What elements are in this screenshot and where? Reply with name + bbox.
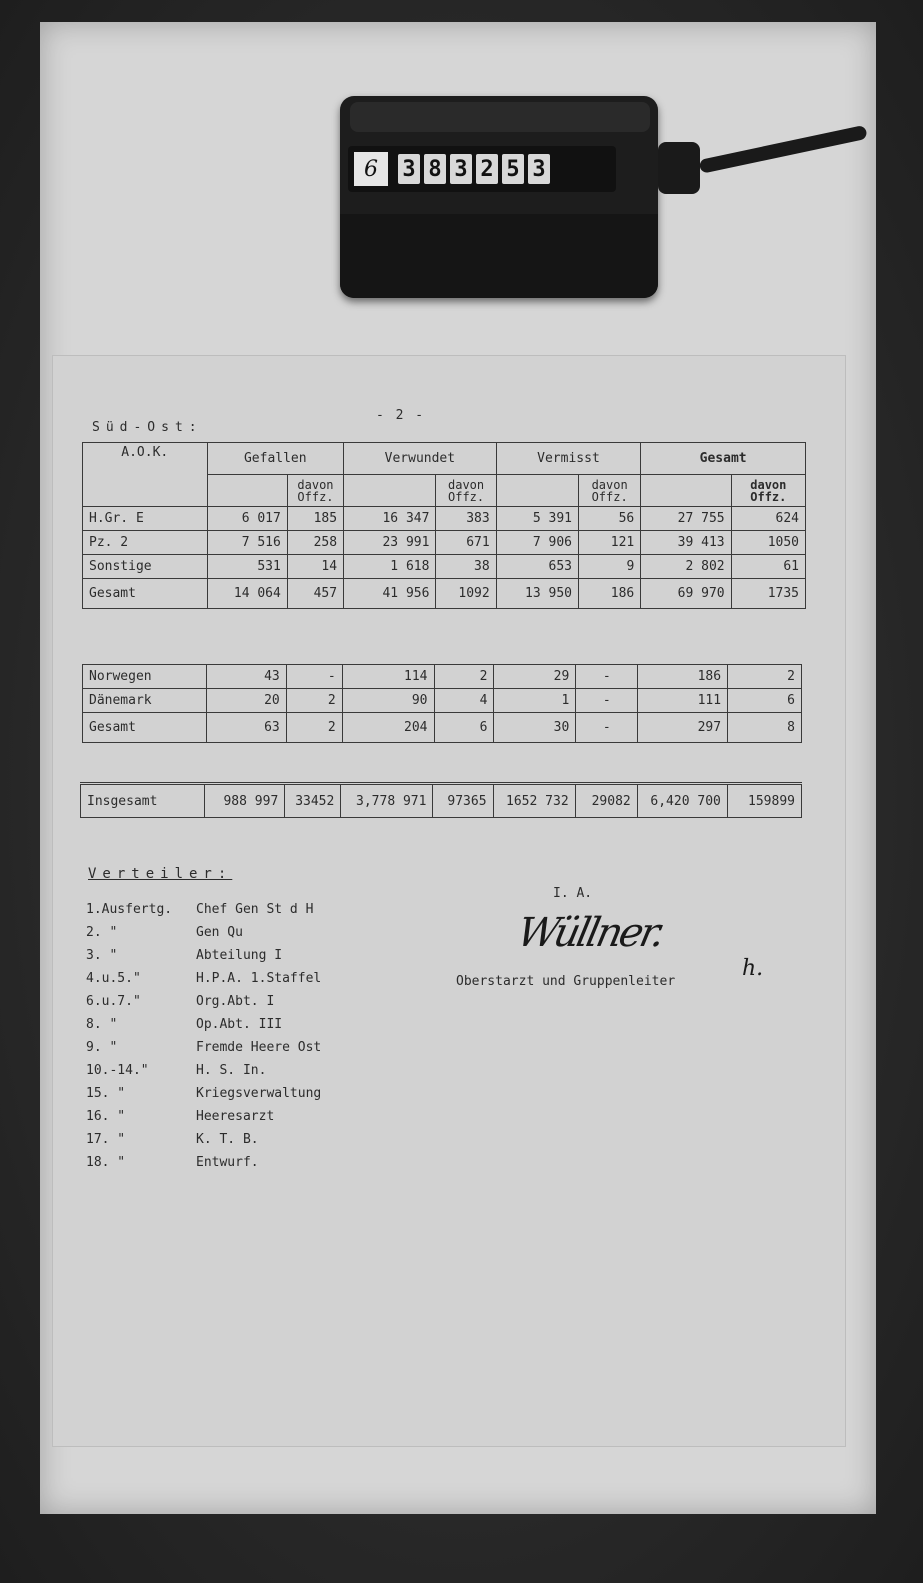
row-label: Pz. 2 — [83, 531, 208, 555]
counter-digit: 3 — [450, 154, 472, 184]
cell: 531 — [207, 555, 287, 579]
cell: 6 017 — [207, 507, 287, 531]
list-item — [86, 948, 282, 963]
list-item — [86, 1155, 259, 1170]
list-item — [86, 1086, 321, 1101]
cell: 29082 — [575, 784, 637, 818]
header-aok: A.O.K. — [83, 443, 208, 507]
cell: 6,420 700 — [637, 784, 727, 818]
item-recipient: Fremde Heere Ost — [196, 1040, 322, 1055]
subheader-davon-offz: davon Offz. — [731, 475, 805, 507]
header-gefallen: Gefallen — [207, 443, 344, 475]
subheader-blank — [496, 475, 578, 507]
grand-total-table — [80, 782, 802, 818]
cell: 29 — [494, 665, 576, 689]
item-recipient: Op.Abt. III — [196, 1017, 283, 1032]
list-item — [86, 994, 274, 1009]
item-recipient: Gen Qu — [196, 925, 243, 940]
header-verwundet: Verwundet — [344, 443, 497, 475]
cell: 204 — [342, 713, 434, 743]
cell: 111 — [638, 689, 728, 713]
item-recipient: Entwurf. — [196, 1155, 259, 1170]
row-label: Norwegen — [83, 665, 207, 689]
cell: 297 — [638, 713, 728, 743]
signatory-title: Oberstarzt und Gruppenleiter — [456, 974, 676, 989]
row-label: Gesamt — [83, 579, 208, 609]
item-number: 15. " — [86, 1086, 126, 1101]
cell: 63 — [206, 713, 286, 743]
item-recipient: Chef Gen St d H — [196, 902, 314, 917]
cell: 2 — [286, 689, 342, 713]
cell: 2 — [434, 665, 494, 689]
header-gesamt: Gesamt — [641, 443, 806, 475]
cell: 1 618 — [344, 555, 436, 579]
counter-connector — [658, 142, 700, 194]
casualty-table-southeast — [82, 442, 806, 609]
handwritten-signature: Wüllner. — [513, 910, 667, 956]
cell: 39 413 — [641, 531, 731, 555]
item-recipient: Org.Abt. I — [196, 994, 275, 1009]
counter-housing-bottom — [340, 214, 658, 298]
table-row — [83, 665, 802, 689]
cell: - — [286, 665, 342, 689]
cell: 14 — [287, 555, 343, 579]
list-item — [86, 1017, 282, 1032]
cell: 8 — [728, 713, 802, 743]
total-row — [83, 579, 806, 609]
cell: 3,778 971 — [341, 784, 433, 818]
casualty-table-north — [82, 664, 802, 743]
cell: 5 391 — [496, 507, 578, 531]
cell: 2 802 — [641, 555, 731, 579]
item-number: 6.u.7." — [86, 994, 141, 1009]
cell: 2 — [286, 713, 342, 743]
frame-counter-device — [340, 96, 658, 298]
item-number: 9. " — [86, 1040, 118, 1055]
row-label: Sonstige — [83, 555, 208, 579]
cell: 30 — [494, 713, 576, 743]
row-label: H.Gr. E — [83, 507, 208, 531]
item-recipient: Kriegsverwaltung — [196, 1086, 322, 1101]
grand-total-row — [81, 784, 802, 818]
cell: 43 — [206, 665, 286, 689]
counter-digit: 8 — [424, 154, 446, 184]
item-recipient: K. T. B. — [196, 1132, 259, 1147]
cell: 1092 — [436, 579, 496, 609]
total-row — [83, 713, 802, 743]
item-number: 16. " — [86, 1109, 126, 1124]
cell: 33452 — [285, 784, 341, 818]
subheader-blank — [207, 475, 287, 507]
cell: 121 — [579, 531, 641, 555]
cell: 20 — [206, 689, 286, 713]
cell: 185 — [287, 507, 343, 531]
item-number: 17. " — [86, 1132, 126, 1147]
cell: 653 — [496, 555, 578, 579]
item-number: 2. " — [86, 925, 118, 940]
cell: 988 997 — [205, 784, 285, 818]
cell: 16 347 — [344, 507, 436, 531]
counter-digit: 3 — [398, 154, 420, 184]
item-number: 4.u.5." — [86, 971, 141, 986]
subheader-davon-offz: davon Offz. — [287, 475, 343, 507]
subheader-davon-offz: davon Offz. — [579, 475, 641, 507]
list-item — [86, 1109, 274, 1124]
cell: 90 — [342, 689, 434, 713]
cell: 6 — [728, 689, 802, 713]
subheader-blank — [641, 475, 731, 507]
table-row — [83, 531, 806, 555]
list-item — [86, 925, 243, 940]
header-vermisst: Vermisst — [496, 443, 641, 475]
page-number: - 2 - — [376, 408, 426, 423]
row-label: Insgesamt — [81, 784, 205, 818]
cell: 114 — [342, 665, 434, 689]
counter-housing-top — [350, 102, 650, 132]
cell: - — [576, 713, 638, 743]
cell: 7 906 — [496, 531, 578, 555]
cell: 186 — [579, 579, 641, 609]
list-item — [86, 971, 321, 986]
cell: 13 950 — [496, 579, 578, 609]
subheader-davon-offz: davon Offz. — [436, 475, 496, 507]
cell: 1735 — [731, 579, 805, 609]
cell: 671 — [436, 531, 496, 555]
row-label: Dänemark — [83, 689, 207, 713]
cell: 4 — [434, 689, 494, 713]
cell: 258 — [287, 531, 343, 555]
subheader-blank — [344, 475, 436, 507]
item-recipient: Heeresarzt — [196, 1109, 275, 1124]
handwritten-initials: h. — [742, 956, 764, 981]
counter-window — [348, 146, 616, 192]
cell: 186 — [638, 665, 728, 689]
item-number: 18. " — [86, 1155, 126, 1170]
counter-digit: 5 — [502, 154, 524, 184]
list-item — [86, 1040, 321, 1055]
item-number: 10.-14." — [86, 1063, 149, 1078]
cell: 41 956 — [344, 579, 436, 609]
distribution-title: Verteiler: — [88, 866, 233, 882]
counter-tag: 6 — [354, 152, 388, 186]
table-row — [83, 555, 806, 579]
cell: 56 — [579, 507, 641, 531]
cell: - — [576, 665, 638, 689]
item-number: 8. " — [86, 1017, 118, 1032]
counter-digit: 3 — [528, 154, 550, 184]
cell: 97365 — [433, 784, 493, 818]
item-recipient: H.P.A. 1.Staffel — [196, 971, 322, 986]
cell: 14 064 — [207, 579, 287, 609]
cell: 7 516 — [207, 531, 287, 555]
list-item — [86, 1063, 266, 1078]
cell: 23 991 — [344, 531, 436, 555]
item-recipient: Abteilung I — [196, 948, 283, 963]
cell: 624 — [731, 507, 805, 531]
cell: 9 — [579, 555, 641, 579]
cell: 457 — [287, 579, 343, 609]
counter-digit: 2 — [476, 154, 498, 184]
cell: - — [576, 689, 638, 713]
cell: 38 — [436, 555, 496, 579]
cell: 27 755 — [641, 507, 731, 531]
counter-digits — [398, 154, 550, 184]
cell: 2 — [728, 665, 802, 689]
cell: 1 — [494, 689, 576, 713]
item-recipient: H. S. In. — [196, 1063, 267, 1078]
cell: 61 — [731, 555, 805, 579]
item-number: 3. " — [86, 948, 118, 963]
cell: 1652 732 — [493, 784, 575, 818]
table-row — [83, 507, 806, 531]
section-title: Süd-Ost: — [92, 420, 203, 435]
table-row — [83, 689, 802, 713]
list-item — [86, 902, 313, 917]
cell: 159899 — [727, 784, 801, 818]
item-number: 1.Ausfertg. — [86, 902, 173, 917]
cell: 69 970 — [641, 579, 731, 609]
cell: 6 — [434, 713, 494, 743]
row-label: Gesamt — [83, 713, 207, 743]
list-item — [86, 1132, 259, 1147]
cell: 383 — [436, 507, 496, 531]
signature-prefix: I. A. — [553, 886, 593, 901]
cell: 1050 — [731, 531, 805, 555]
